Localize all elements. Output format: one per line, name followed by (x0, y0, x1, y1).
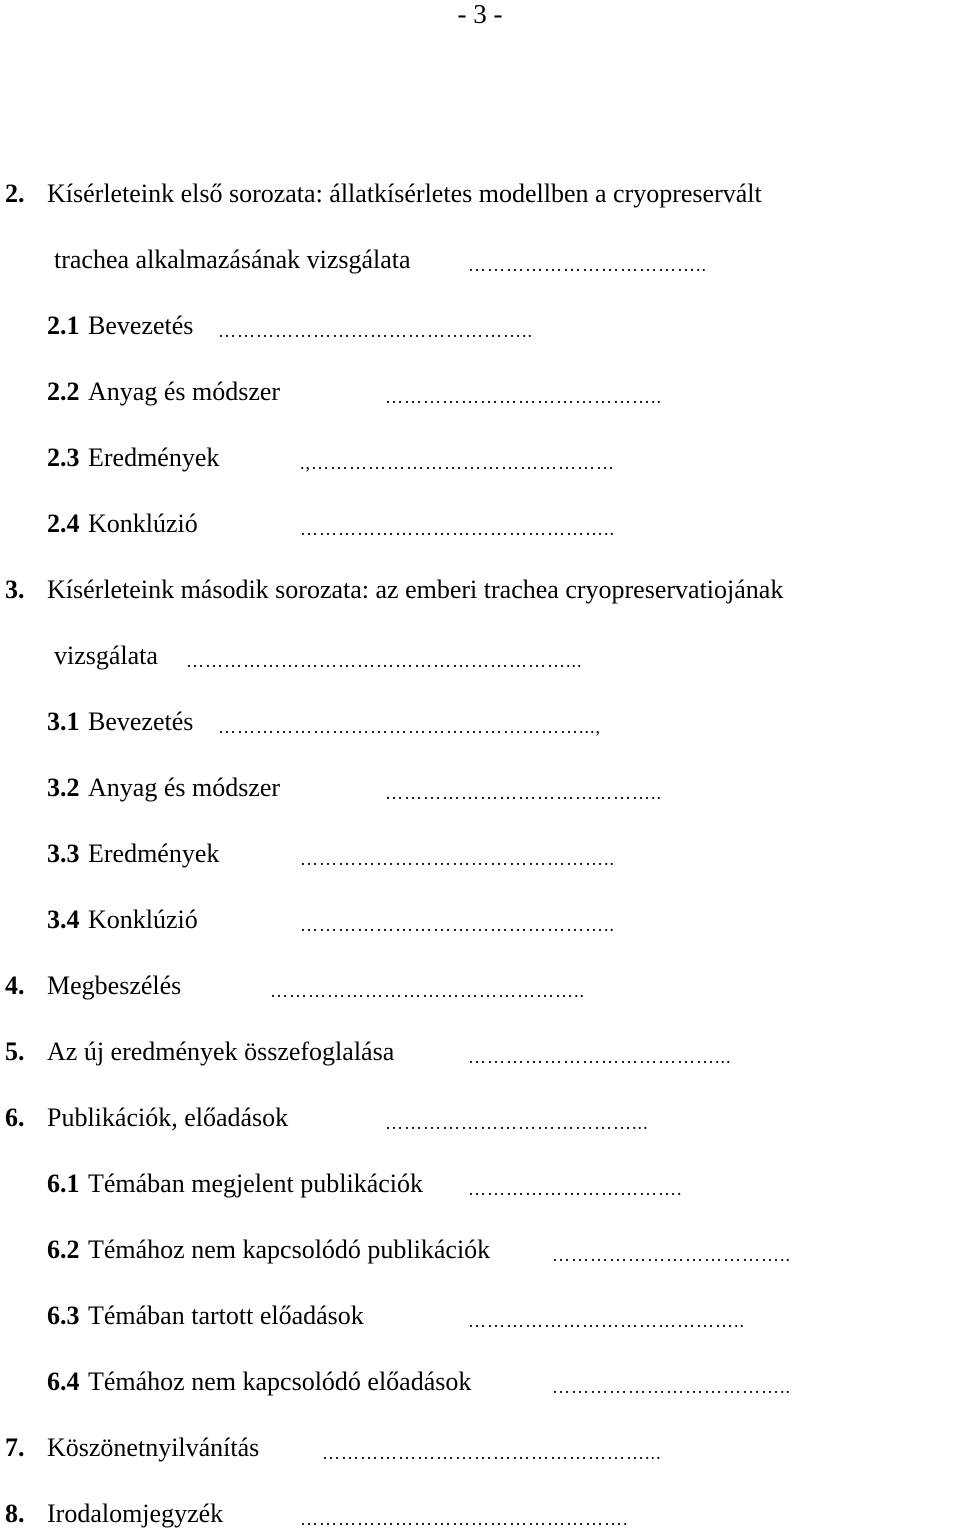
toc-leader-dots: ……………………………………………. (300, 1509, 629, 1529)
toc-leader-dots: …………………………………... (468, 1047, 732, 1067)
toc-label: Irodalomjegyzék (47, 1499, 224, 1528)
toc-number: 6.2 (47, 1235, 80, 1264)
toc-leader-dots: ……………………………………………... (322, 1443, 662, 1463)
toc-number: 3.4 (47, 905, 80, 934)
toc-label: vizsgálata (54, 641, 158, 670)
toc-leader-dots: ……………………………….. (552, 1377, 791, 1397)
toc-label: Témában megjelent publikációk (88, 1169, 423, 1198)
toc-leader-dots: ……………………………………………………... (186, 651, 583, 671)
toc-label: Konklúzió (88, 509, 198, 538)
toc-label: Témához nem kapcsolódó előadások (88, 1367, 472, 1396)
toc-leader-dots: ………………………………………….. (300, 519, 615, 539)
toc-leader-dots: ……………………………….. (552, 1245, 791, 1265)
toc-label: Témához nem kapcsolódó publikációk (88, 1235, 491, 1264)
toc-number: 7. (5, 1433, 25, 1462)
toc-label: Témában tartott előadások (88, 1301, 364, 1330)
toc-number: 3.3 (47, 839, 80, 868)
toc-leader-dots: …………………………………….. (385, 783, 662, 803)
toc-leader-dots: ………………………………………….. (300, 849, 615, 869)
toc-label: Eredmények (88, 443, 220, 472)
toc-number: 3.2 (47, 773, 80, 802)
toc-number: 6.3 (47, 1301, 80, 1330)
toc-number: 2.3 (47, 443, 80, 472)
toc-number: 3. (5, 575, 25, 604)
toc-label: Kísérleteink második sorozata: az emberi trachea cryopreservatiojának (47, 575, 784, 604)
page-number: - 3 - (457, 0, 503, 29)
toc-number: 2.4 (47, 509, 80, 538)
toc-label: Anyag és módszer (88, 773, 281, 802)
toc-leader-dots: ………………………………………….. (218, 321, 533, 341)
toc-label: Az új eredmények összefoglalása (47, 1037, 395, 1066)
toc-leader-dots: .,………………………………………… (300, 453, 615, 473)
toc-label: trachea alkalmazásának vizsgálata (54, 245, 411, 274)
toc-number: 6.4 (47, 1367, 80, 1396)
toc-label: Bevezetés (88, 707, 194, 736)
toc-label: Publikációk, előadások (47, 1103, 289, 1132)
toc-number: 6.1 (47, 1169, 80, 1198)
toc-leader-dots: …………………………………………………..., (218, 717, 601, 737)
toc-number: 6. (5, 1103, 25, 1132)
toc-label: Megbeszélés (47, 971, 182, 1000)
toc-leader-dots: …………………………………….. (385, 387, 662, 407)
toc-number: 2.1 (47, 311, 80, 340)
toc-leader-dots: ……………………………….. (468, 255, 707, 275)
toc-label: Konklúzió (88, 905, 198, 934)
toc-number: 2.2 (47, 377, 80, 406)
toc-label: Eredmények (88, 839, 220, 868)
toc-leader-dots: ………………………………………….. (300, 915, 615, 935)
toc-number: 2. (5, 179, 25, 208)
toc-leader-dots: …………………………………….. (468, 1311, 745, 1331)
toc-leader-dots: …………………………………... (385, 1113, 649, 1133)
toc-number: 4. (5, 971, 25, 1000)
toc-label: Köszönetnyilvánítás (47, 1433, 260, 1462)
toc-label: Anyag és módszer (88, 377, 281, 406)
toc-number: 8. (5, 1499, 25, 1528)
toc-leader-dots: ………………………………………….. (270, 981, 585, 1001)
toc-number: 3.1 (47, 707, 80, 736)
toc-number: 5. (5, 1037, 25, 1066)
toc-leader-dots: ……………………………. (468, 1179, 683, 1199)
toc-label: Bevezetés (88, 311, 194, 340)
toc-label: Kísérleteink első sorozata: állatkísérletes modellben a cryopreservált (47, 179, 762, 208)
